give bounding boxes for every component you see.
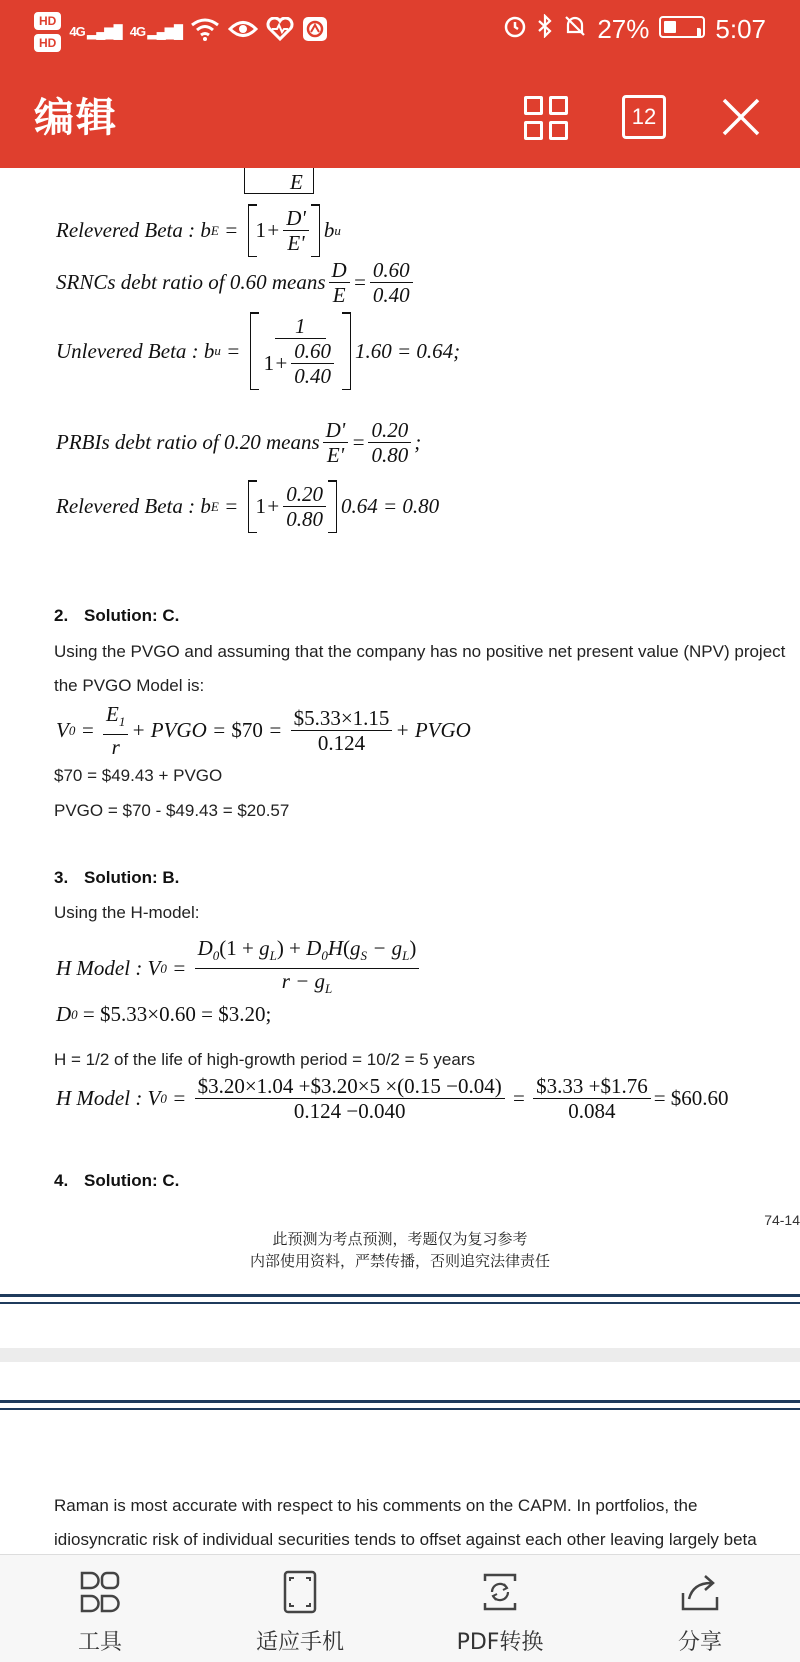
document-viewer[interactable] bbox=[0, 168, 800, 1554]
tools-icon bbox=[77, 1569, 123, 1615]
solution-4-heading bbox=[54, 1171, 179, 1191]
paragraph: the PVGO Model is: bbox=[54, 676, 205, 695]
unlevered-label: Unlevered Beta : b bbox=[56, 338, 215, 363]
grid-cell bbox=[524, 121, 543, 140]
bracket-inner bbox=[258, 312, 343, 390]
alarm-icon bbox=[503, 14, 527, 45]
fraction bbox=[291, 706, 393, 755]
solution-2-heading bbox=[54, 606, 179, 626]
hd-badge-1: HD bbox=[34, 12, 61, 30]
paragraph: Using the H-model: bbox=[54, 903, 200, 922]
fraction: $\frac{D}{E}$ bbox=[329, 258, 350, 307]
relevered-beta-formula-2: Relevered Beta : b E = 1 + $\frac{0.20}{0.80}$ 0.64 = 0.80 bbox=[56, 482, 440, 531]
paragraph: Raman is most accurate with respect to his comments on the CAPM. In portfolios, the bbox=[54, 1496, 698, 1515]
paragraph: idiosyncratic risk of individual securities tends to offset against each other leaving largely beta bbox=[54, 1530, 757, 1549]
top-app-bar bbox=[0, 0, 800, 168]
pdf-convert-icon bbox=[477, 1569, 523, 1615]
page-separator-bottom bbox=[0, 1294, 800, 1304]
tools-label: 工具 bbox=[77, 1630, 122, 1655]
battery-icon bbox=[659, 14, 705, 45]
h-denominator-1: 0.124 −0.040 bbox=[293, 1099, 406, 1123]
heart-pulse-icon bbox=[266, 17, 294, 47]
fraction: $\frac{D'}{E'}$ bbox=[283, 206, 309, 255]
prbi-denominator: 0.80 bbox=[371, 443, 409, 467]
bracket-left bbox=[248, 480, 256, 533]
signal-2-icon: 4G ▂▄▆█ bbox=[129, 24, 183, 39]
fit-phone-label: 适应手机 bbox=[255, 1630, 344, 1655]
bluetooth-icon bbox=[537, 14, 553, 45]
close-icon bbox=[716, 92, 766, 142]
relevered-label: Relevered Beta : b bbox=[56, 494, 211, 518]
h-model-calculation: H Model : V 0 = $\frac{\$3.20\times 1.04 +\$3.20\times 5 \times(0.15 -0.04)}{0.124 -0.040}$ = $\frac{\$3.33 +\$1.76}{0.084}$ = $60.60 bbox=[56, 1074, 729, 1123]
h-numerator-1: $3.20×1.04 +$3.20×5 ×(0.15 −0.04) bbox=[195, 1074, 505, 1099]
paragraph: $70 = $49.43 + PVGO bbox=[54, 766, 223, 785]
page-count-button[interactable]: 12 bbox=[622, 95, 666, 139]
fraction bbox=[533, 1074, 651, 1123]
partial-formula-denominator: E bbox=[290, 170, 303, 194]
bottom-toolbar bbox=[0, 1554, 800, 1662]
solution-number: 4. bbox=[54, 1171, 69, 1190]
hd-badge-2: HD bbox=[34, 34, 61, 52]
fraction: $\frac{0.20}{0.80}$ bbox=[283, 482, 326, 531]
prbi-label: PRBIs debt ratio of 0.20 means bbox=[56, 430, 320, 454]
solution-number: 3. bbox=[54, 868, 69, 887]
solution-number: 2. bbox=[54, 606, 69, 625]
app-notification-icon bbox=[302, 16, 328, 48]
fraction: $\frac{D'}{E'}$ bbox=[323, 418, 349, 467]
bracket-group bbox=[244, 480, 341, 533]
d0-formula: D 0 = $5.33×0.60 = $3.20; bbox=[56, 1002, 272, 1026]
fraction bbox=[370, 258, 413, 307]
bracket-right bbox=[312, 204, 320, 257]
solution-title: Solution: B. bbox=[84, 868, 180, 887]
eye-icon bbox=[228, 18, 258, 46]
battery-percent: 27% bbox=[597, 14, 650, 44]
fraction: $\frac{D_0(1 + g_L) + D_0H(g_S - g_L)}{r - g_L}$ bbox=[195, 936, 420, 1001]
fit-phone-button[interactable] bbox=[230, 1569, 370, 1656]
srnc-denominator: 0.40 bbox=[372, 283, 410, 307]
pdf-convert-button[interactable] bbox=[430, 1569, 570, 1656]
bracket-right bbox=[343, 312, 351, 390]
fraction: 1 1 + $\frac{0.60}{0.40}$ bbox=[261, 314, 340, 388]
pvgo-denominator: 0.124 bbox=[317, 731, 366, 756]
h-numerator-2: $3.33 +$1.76 bbox=[533, 1074, 651, 1099]
solution-3-heading bbox=[54, 868, 179, 888]
unlevered-beta-formula: Unlevered Beta : b u = 1 1 + $\frac{0.60}{0.40}$ 1.60 = 0.64; bbox=[56, 314, 461, 388]
bracket-inner: 1 + $\frac{D'}{E'}$ bbox=[256, 204, 312, 257]
h-model-formula: H Model : V 0 = $\frac{D_0(1 + g_L) + D_0H(g_S - g_L)}{r - g_L}$ bbox=[56, 936, 422, 1001]
relevered-beta-formula-1: Relevered Beta : b E = 1 + $\frac{D'}{E'}$ b u bbox=[56, 206, 341, 255]
unlevered-result: 1.60 = 0.64; bbox=[355, 338, 461, 363]
paragraph: Using the PVGO and assuming that the company has no positive net present value (NPV) project bbox=[54, 642, 786, 661]
fraction: $\frac{E_1}{r}$ bbox=[103, 702, 128, 759]
fraction bbox=[195, 1074, 505, 1123]
h-denominator-2: 0.084 bbox=[568, 1099, 616, 1123]
bracket-left bbox=[250, 312, 258, 390]
page-separator-top bbox=[0, 1400, 800, 1410]
bracket-left bbox=[248, 204, 256, 257]
share-button[interactable] bbox=[630, 1569, 770, 1656]
bracket-group bbox=[244, 204, 324, 257]
page-title: 编辑 bbox=[34, 95, 118, 141]
solution-title: Solution: C. bbox=[84, 1171, 180, 1190]
paragraph: H = 1/2 of the life of high-growth period = 10/2 = 5 years bbox=[54, 1050, 476, 1069]
share-icon bbox=[677, 1569, 723, 1615]
grid-cell bbox=[549, 121, 568, 140]
grid-cell bbox=[524, 96, 543, 115]
prbi-numerator: 0.20 bbox=[368, 418, 411, 443]
pdf-convert-label: PDF转换 bbox=[456, 1630, 544, 1655]
footer-note-1: 此预测为考点预测，考题仅为复习参考 bbox=[272, 1230, 528, 1248]
network-type-1: 4G bbox=[69, 24, 85, 39]
share-label: 分享 bbox=[677, 1630, 722, 1655]
fraction bbox=[368, 418, 411, 467]
prbi-debt-ratio-formula: PRBIs debt ratio of 0.20 means $\frac{D'}{E'}$ = $\frac{0.20}{0.80}$ ; bbox=[56, 418, 422, 467]
thumbnail-grid-button[interactable] bbox=[524, 96, 568, 140]
status-bar bbox=[0, 0, 800, 60]
mute-bell-icon bbox=[563, 14, 587, 45]
bracket-inner: 1 + $\frac{0.20}{0.80}$ bbox=[256, 480, 329, 533]
fraction: $\frac{0.60}{0.40}$ bbox=[291, 339, 334, 388]
signal-1-icon: 4G ▂▄▆█ bbox=[69, 24, 122, 39]
fit-screen-icon bbox=[277, 1569, 323, 1615]
status-right bbox=[503, 14, 766, 45]
solution-title: Solution: C. bbox=[84, 606, 180, 625]
footer-note-2: 内部使用资料，严禁传播，否则追究法律责任 bbox=[249, 1252, 550, 1270]
clock: 5:07 bbox=[715, 14, 766, 44]
page-number: 74-14 bbox=[764, 1212, 800, 1228]
srnc-label: SRNCs debt ratio of 0.60 means bbox=[56, 270, 326, 294]
bracket-right bbox=[329, 480, 337, 533]
paragraph: PVGO = $70 - $49.43 = $20.57 bbox=[54, 801, 290, 820]
hd-indicators bbox=[34, 12, 61, 52]
status-left bbox=[34, 12, 328, 52]
pvgo-numerator: $5.33×1.15 bbox=[291, 706, 393, 731]
srnc-debt-ratio-formula: SRNCs debt ratio of 0.60 means $\frac{D}{E}$ = $\frac{0.60}{0.40}$ bbox=[56, 258, 416, 307]
network-type-2: 4G bbox=[129, 24, 146, 39]
wifi-icon bbox=[190, 17, 220, 47]
relevered-result: 0.64 = 0.80 bbox=[340, 494, 440, 518]
grid-cell bbox=[549, 96, 568, 115]
srnc-numerator: 0.60 bbox=[370, 258, 413, 283]
page-gap bbox=[0, 1348, 800, 1362]
bracket-group bbox=[246, 312, 355, 390]
partial-formula bbox=[244, 168, 314, 194]
tools-button[interactable] bbox=[30, 1569, 170, 1656]
relevered-label: Relevered Beta : b bbox=[56, 218, 211, 242]
d0-value: = $5.33×0.60 = $3.20; bbox=[82, 1002, 272, 1026]
pvgo-formula: V 0 = $\frac{E_1}{r}$ + PVGO = $70 = $\frac{\$5.33\times 1.15}{0.124}$ + PVGO bbox=[56, 702, 471, 760]
close-button[interactable] bbox=[716, 92, 766, 142]
title-bar bbox=[0, 78, 800, 158]
h-result: = $60.60 bbox=[653, 1086, 729, 1110]
